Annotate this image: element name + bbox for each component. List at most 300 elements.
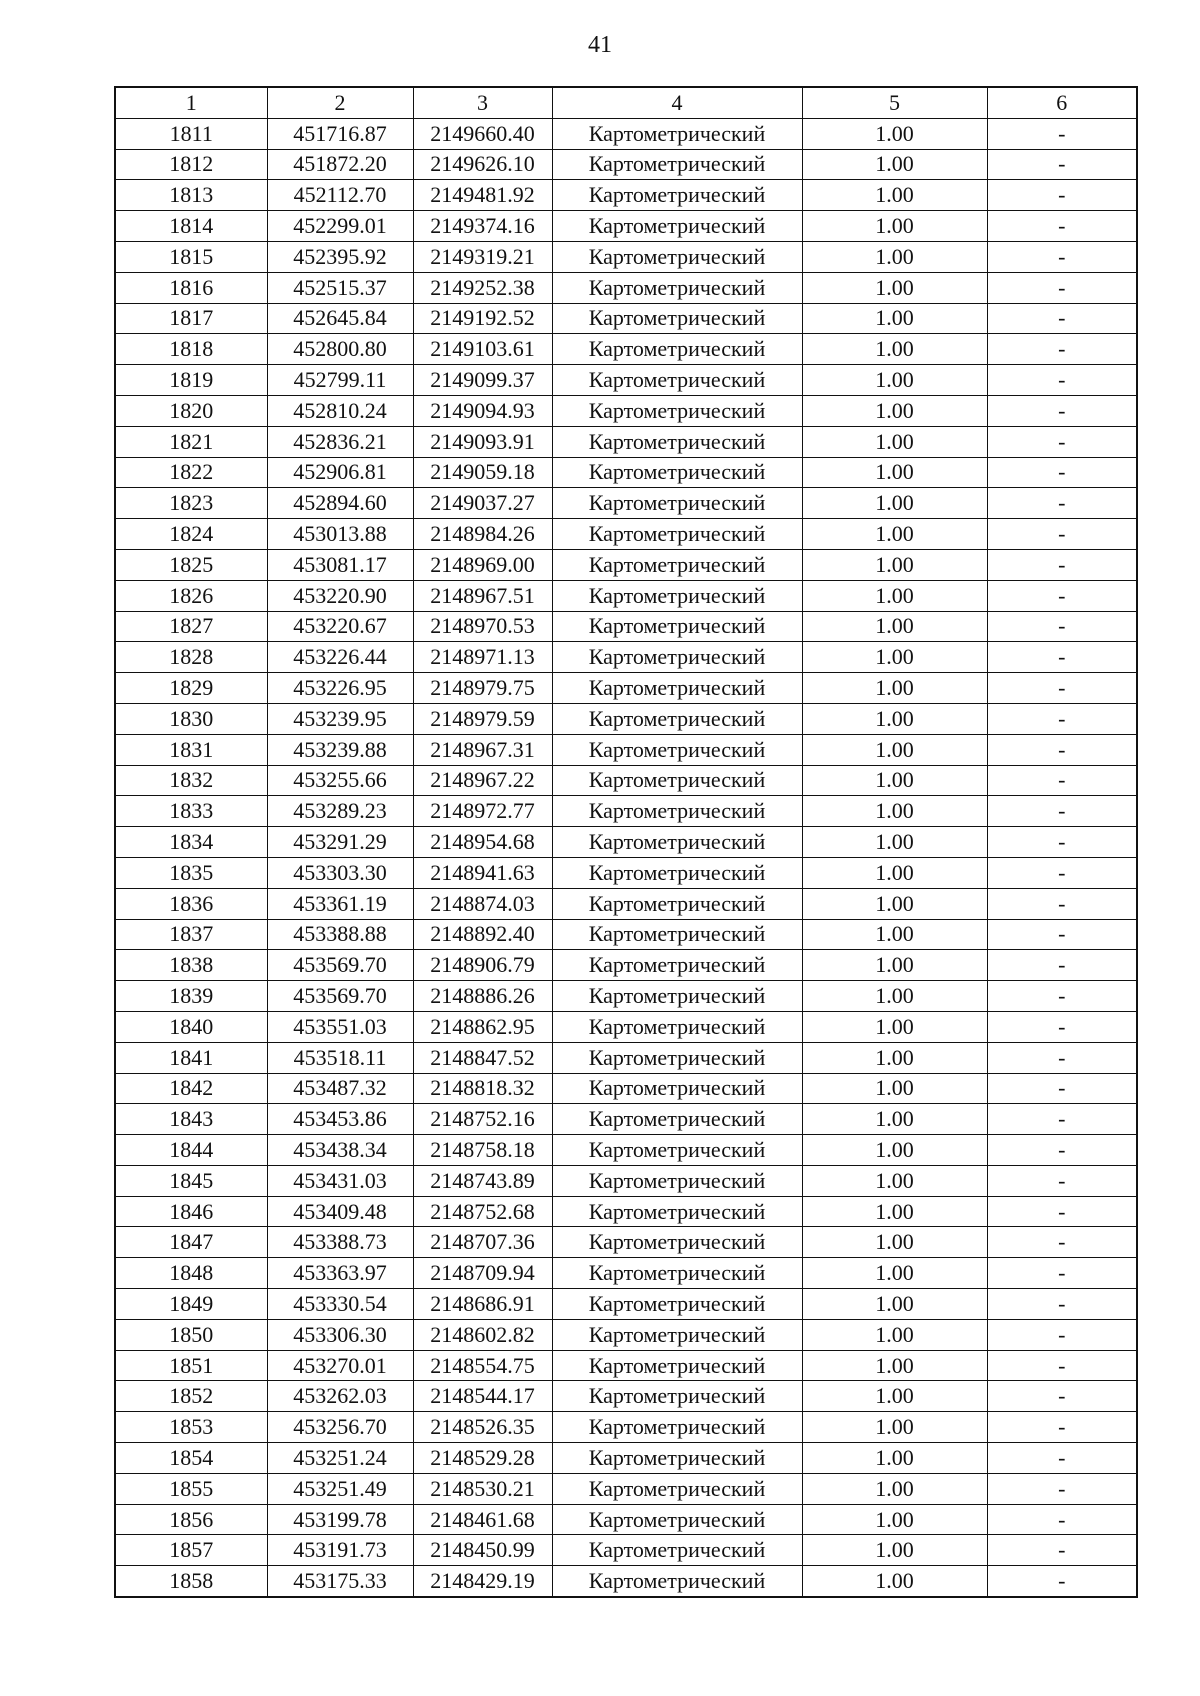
method-cell: Картометрический (552, 919, 802, 950)
y-coordinate-cell: 2148818.32 (413, 1073, 552, 1104)
point-number-cell: 1831 (115, 734, 267, 765)
point-number-cell: 1820 (115, 395, 267, 426)
point-number-cell: 1816 (115, 272, 267, 303)
x-coordinate-cell: 453081.17 (267, 549, 413, 580)
x-coordinate-cell: 452800.80 (267, 334, 413, 365)
x-coordinate-cell: 452836.21 (267, 426, 413, 457)
x-coordinate-cell: 453255.66 (267, 765, 413, 796)
point-number-cell: 1822 (115, 457, 267, 488)
x-coordinate-cell: 453438.34 (267, 1135, 413, 1166)
y-coordinate-cell: 2149481.92 (413, 180, 552, 211)
x-coordinate-cell: 453518.11 (267, 1042, 413, 1073)
y-coordinate-cell: 2148874.03 (413, 888, 552, 919)
accuracy-cell: 1.00 (802, 426, 987, 457)
y-coordinate-cell: 2148743.89 (413, 1165, 552, 1196)
note-cell: - (987, 1473, 1137, 1504)
accuracy-cell: 1.00 (802, 734, 987, 765)
table-row (115, 1473, 1137, 1504)
method-cell: Картометрический (552, 642, 802, 673)
y-coordinate-cell: 2148529.28 (413, 1443, 552, 1474)
note-cell: - (987, 365, 1137, 396)
table-row (115, 241, 1137, 272)
method-cell: Картометрический (552, 1566, 802, 1597)
y-coordinate-cell: 2149037.27 (413, 488, 552, 519)
point-number-cell: 1858 (115, 1566, 267, 1597)
point-number-cell: 1819 (115, 365, 267, 396)
y-coordinate-cell: 2148972.77 (413, 796, 552, 827)
point-number-cell: 1849 (115, 1289, 267, 1320)
note-cell: - (987, 703, 1137, 734)
x-coordinate-cell: 453256.70 (267, 1412, 413, 1443)
accuracy-cell: 1.00 (802, 1319, 987, 1350)
accuracy-cell: 1.00 (802, 272, 987, 303)
table-row (115, 1258, 1137, 1289)
method-cell: Картометрический (552, 118, 802, 149)
table-row (115, 796, 1137, 827)
point-number-cell: 1815 (115, 241, 267, 272)
note-cell: - (987, 919, 1137, 950)
accuracy-cell: 1.00 (802, 211, 987, 242)
note-cell: - (987, 1535, 1137, 1566)
x-coordinate-cell: 452799.11 (267, 365, 413, 396)
table-row (115, 919, 1137, 950)
table-row (115, 888, 1137, 919)
point-number-cell: 1851 (115, 1350, 267, 1381)
method-cell: Картометрический (552, 796, 802, 827)
point-number-cell: 1834 (115, 827, 267, 858)
y-coordinate-cell: 2148709.94 (413, 1258, 552, 1289)
point-number-cell: 1818 (115, 334, 267, 365)
method-cell: Картометрический (552, 426, 802, 457)
note-cell: - (987, 426, 1137, 457)
method-cell: Картометрический (552, 1196, 802, 1227)
point-number-cell: 1817 (115, 303, 267, 334)
accuracy-cell: 1.00 (802, 488, 987, 519)
note-cell: - (987, 1319, 1137, 1350)
y-coordinate-cell: 2148979.75 (413, 673, 552, 704)
accuracy-cell: 1.00 (802, 950, 987, 981)
accuracy-cell: 1.00 (802, 857, 987, 888)
method-cell: Картометрический (552, 241, 802, 272)
x-coordinate-cell: 453226.95 (267, 673, 413, 704)
y-coordinate-cell: 2148758.18 (413, 1135, 552, 1166)
y-coordinate-cell: 2148967.51 (413, 580, 552, 611)
note-cell: - (987, 118, 1137, 149)
method-cell: Картометрический (552, 1535, 802, 1566)
method-cell: Картометрический (552, 1258, 802, 1289)
x-coordinate-cell: 452810.24 (267, 395, 413, 426)
note-cell: - (987, 211, 1137, 242)
accuracy-cell: 1.00 (802, 703, 987, 734)
note-cell: - (987, 642, 1137, 673)
method-cell: Картометрический (552, 272, 802, 303)
note-cell: - (987, 241, 1137, 272)
point-number-cell: 1827 (115, 611, 267, 642)
accuracy-cell: 1.00 (802, 1566, 987, 1597)
note-cell: - (987, 1381, 1137, 1412)
note-cell: - (987, 549, 1137, 580)
table-row (115, 395, 1137, 426)
table-row (115, 981, 1137, 1012)
x-coordinate-cell: 452299.01 (267, 211, 413, 242)
method-cell: Картометрический (552, 1165, 802, 1196)
table-row (115, 703, 1137, 734)
point-number-cell: 1847 (115, 1227, 267, 1258)
method-cell: Картометрический (552, 180, 802, 211)
note-cell: - (987, 888, 1137, 919)
x-coordinate-cell: 453251.24 (267, 1443, 413, 1474)
accuracy-cell: 1.00 (802, 1504, 987, 1535)
y-coordinate-cell: 2148892.40 (413, 919, 552, 950)
method-cell: Картометрический (552, 888, 802, 919)
y-coordinate-cell: 2149374.16 (413, 211, 552, 242)
accuracy-cell: 1.00 (802, 1042, 987, 1073)
table-row (115, 149, 1137, 180)
accuracy-cell: 1.00 (802, 981, 987, 1012)
note-cell: - (987, 1104, 1137, 1135)
note-cell: - (987, 1504, 1137, 1535)
note-cell: - (987, 1412, 1137, 1443)
accuracy-cell: 1.00 (802, 1443, 987, 1474)
table-row (115, 827, 1137, 858)
x-coordinate-cell: 453363.97 (267, 1258, 413, 1289)
accuracy-cell: 1.00 (802, 1258, 987, 1289)
y-coordinate-cell: 2148906.79 (413, 950, 552, 981)
y-coordinate-cell: 2148429.19 (413, 1566, 552, 1597)
y-coordinate-cell: 2148752.16 (413, 1104, 552, 1135)
point-number-cell: 1835 (115, 857, 267, 888)
method-cell: Картометрический (552, 1135, 802, 1166)
accuracy-cell: 1.00 (802, 888, 987, 919)
accuracy-cell: 1.00 (802, 1412, 987, 1443)
point-number-cell: 1843 (115, 1104, 267, 1135)
accuracy-cell: 1.00 (802, 827, 987, 858)
table-row (115, 426, 1137, 457)
method-cell: Картометрический (552, 1319, 802, 1350)
point-number-cell: 1826 (115, 580, 267, 611)
note-cell: - (987, 180, 1137, 211)
accuracy-cell: 1.00 (802, 1227, 987, 1258)
accuracy-cell: 1.00 (802, 919, 987, 950)
method-cell: Картометрический (552, 1350, 802, 1381)
table-row (115, 365, 1137, 396)
method-cell: Картометрический (552, 580, 802, 611)
y-coordinate-cell: 2148967.22 (413, 765, 552, 796)
x-coordinate-cell: 452395.92 (267, 241, 413, 272)
point-number-cell: 1838 (115, 950, 267, 981)
accuracy-cell: 1.00 (802, 519, 987, 550)
table-row (115, 1350, 1137, 1381)
accuracy-cell: 1.00 (802, 673, 987, 704)
point-number-cell: 1844 (115, 1135, 267, 1166)
point-number-cell: 1832 (115, 765, 267, 796)
method-cell: Картометрический (552, 1504, 802, 1535)
table-row (115, 857, 1137, 888)
y-coordinate-cell: 2148847.52 (413, 1042, 552, 1073)
table-row (115, 180, 1137, 211)
accuracy-cell: 1.00 (802, 180, 987, 211)
coordinates-table (114, 86, 1138, 1598)
y-coordinate-cell: 2148954.68 (413, 827, 552, 858)
method-cell: Картометрический (552, 734, 802, 765)
y-coordinate-cell: 2149103.61 (413, 334, 552, 365)
accuracy-cell: 1.00 (802, 1350, 987, 1381)
note-cell: - (987, 303, 1137, 334)
y-coordinate-cell: 2149192.52 (413, 303, 552, 334)
column-header-1: 1 (115, 87, 267, 118)
accuracy-cell: 1.00 (802, 549, 987, 580)
point-number-cell: 1825 (115, 549, 267, 580)
method-cell: Картометрический (552, 519, 802, 550)
x-coordinate-cell: 451872.20 (267, 149, 413, 180)
y-coordinate-cell: 2148886.26 (413, 981, 552, 1012)
accuracy-cell: 1.00 (802, 796, 987, 827)
table-row (115, 673, 1137, 704)
point-number-cell: 1845 (115, 1165, 267, 1196)
note-cell: - (987, 611, 1137, 642)
y-coordinate-cell: 2148526.35 (413, 1412, 552, 1443)
point-number-cell: 1833 (115, 796, 267, 827)
method-cell: Картометрический (552, 395, 802, 426)
note-cell: - (987, 1289, 1137, 1320)
table-row (115, 950, 1137, 981)
point-number-cell: 1839 (115, 981, 267, 1012)
table-row (115, 1227, 1137, 1258)
accuracy-cell: 1.00 (802, 457, 987, 488)
x-coordinate-cell: 453409.48 (267, 1196, 413, 1227)
x-coordinate-cell: 453569.70 (267, 981, 413, 1012)
note-cell: - (987, 1073, 1137, 1104)
point-number-cell: 1841 (115, 1042, 267, 1073)
point-number-cell: 1823 (115, 488, 267, 519)
note-cell: - (987, 1042, 1137, 1073)
table-row (115, 611, 1137, 642)
accuracy-cell: 1.00 (802, 1011, 987, 1042)
table-row (115, 457, 1137, 488)
note-cell: - (987, 580, 1137, 611)
note-cell: - (987, 981, 1137, 1012)
method-cell: Картометрический (552, 1381, 802, 1412)
table-row (115, 272, 1137, 303)
accuracy-cell: 1.00 (802, 1196, 987, 1227)
method-cell: Картометрический (552, 211, 802, 242)
point-number-cell: 1829 (115, 673, 267, 704)
table-row (115, 1289, 1137, 1320)
note-cell: - (987, 734, 1137, 765)
point-number-cell: 1836 (115, 888, 267, 919)
method-cell: Картометрический (552, 1042, 802, 1073)
method-cell: Картометрический (552, 303, 802, 334)
method-cell: Картометрический (552, 1443, 802, 1474)
note-cell: - (987, 1227, 1137, 1258)
table-row (115, 1381, 1137, 1412)
y-coordinate-cell: 2148602.82 (413, 1319, 552, 1350)
point-number-cell: 1855 (115, 1473, 267, 1504)
note-cell: - (987, 765, 1137, 796)
table-row (115, 1011, 1137, 1042)
method-cell: Картометрический (552, 703, 802, 734)
note-cell: - (987, 334, 1137, 365)
point-number-cell: 1814 (115, 211, 267, 242)
method-cell: Картометрический (552, 488, 802, 519)
note-cell: - (987, 457, 1137, 488)
table-row (115, 303, 1137, 334)
method-cell: Картометрический (552, 549, 802, 580)
note-cell: - (987, 395, 1137, 426)
x-coordinate-cell: 453262.03 (267, 1381, 413, 1412)
accuracy-cell: 1.00 (802, 241, 987, 272)
table-row (115, 118, 1137, 149)
y-coordinate-cell: 2149319.21 (413, 241, 552, 272)
method-cell: Картометрический (552, 1289, 802, 1320)
y-coordinate-cell: 2148686.91 (413, 1289, 552, 1320)
table-row (115, 1443, 1137, 1474)
table-row (115, 1504, 1137, 1535)
point-number-cell: 1837 (115, 919, 267, 950)
table-row (115, 1073, 1137, 1104)
x-coordinate-cell: 453013.88 (267, 519, 413, 550)
table-row (115, 642, 1137, 673)
table-row (115, 734, 1137, 765)
method-cell: Картометрический (552, 1104, 802, 1135)
note-cell: - (987, 1011, 1137, 1042)
x-coordinate-cell: 453361.19 (267, 888, 413, 919)
x-coordinate-cell: 453239.88 (267, 734, 413, 765)
note-cell: - (987, 673, 1137, 704)
table-row (115, 1412, 1137, 1443)
x-coordinate-cell: 453330.54 (267, 1289, 413, 1320)
accuracy-cell: 1.00 (802, 1473, 987, 1504)
method-cell: Картометрический (552, 365, 802, 396)
table-row (115, 1566, 1137, 1597)
x-coordinate-cell: 453303.30 (267, 857, 413, 888)
point-number-cell: 1830 (115, 703, 267, 734)
note-cell: - (987, 488, 1137, 519)
point-number-cell: 1824 (115, 519, 267, 550)
accuracy-cell: 1.00 (802, 611, 987, 642)
point-number-cell: 1857 (115, 1535, 267, 1566)
accuracy-cell: 1.00 (802, 1165, 987, 1196)
note-cell: - (987, 1135, 1137, 1166)
x-coordinate-cell: 453487.32 (267, 1073, 413, 1104)
accuracy-cell: 1.00 (802, 642, 987, 673)
table-row (115, 1104, 1137, 1135)
table-body (115, 118, 1137, 1597)
y-coordinate-cell: 2148752.68 (413, 1196, 552, 1227)
table-row (115, 1042, 1137, 1073)
point-number-cell: 1853 (115, 1412, 267, 1443)
note-cell: - (987, 827, 1137, 858)
x-coordinate-cell: 453453.86 (267, 1104, 413, 1135)
x-coordinate-cell: 453306.30 (267, 1319, 413, 1350)
column-header-5: 5 (802, 87, 987, 118)
note-cell: - (987, 1443, 1137, 1474)
x-coordinate-cell: 453251.49 (267, 1473, 413, 1504)
method-cell: Картометрический (552, 981, 802, 1012)
note-cell: - (987, 1258, 1137, 1289)
point-number-cell: 1848 (115, 1258, 267, 1289)
x-coordinate-cell: 453270.01 (267, 1350, 413, 1381)
accuracy-cell: 1.00 (802, 1535, 987, 1566)
accuracy-cell: 1.00 (802, 1104, 987, 1135)
accuracy-cell: 1.00 (802, 1073, 987, 1104)
accuracy-cell: 1.00 (802, 395, 987, 426)
point-number-cell: 1828 (115, 642, 267, 673)
x-coordinate-cell: 453431.03 (267, 1165, 413, 1196)
column-header-6: 6 (987, 87, 1137, 118)
method-cell: Картометрический (552, 950, 802, 981)
point-number-cell: 1852 (115, 1381, 267, 1412)
y-coordinate-cell: 2148544.17 (413, 1381, 552, 1412)
x-coordinate-cell: 452894.60 (267, 488, 413, 519)
note-cell: - (987, 1566, 1137, 1597)
x-coordinate-cell: 453239.95 (267, 703, 413, 734)
method-cell: Картометрический (552, 611, 802, 642)
method-cell: Картометрический (552, 457, 802, 488)
y-coordinate-cell: 2149094.93 (413, 395, 552, 426)
column-header-4: 4 (552, 87, 802, 118)
column-header-3: 3 (413, 87, 552, 118)
accuracy-cell: 1.00 (802, 580, 987, 611)
method-cell: Картометрический (552, 765, 802, 796)
table-row (115, 1135, 1137, 1166)
table-row (115, 488, 1137, 519)
table-row (115, 1319, 1137, 1350)
y-coordinate-cell: 2148984.26 (413, 519, 552, 550)
x-coordinate-cell: 452515.37 (267, 272, 413, 303)
point-number-cell: 1812 (115, 149, 267, 180)
y-coordinate-cell: 2148862.95 (413, 1011, 552, 1042)
accuracy-cell: 1.00 (802, 1381, 987, 1412)
method-cell: Картометрический (552, 149, 802, 180)
note-cell: - (987, 149, 1137, 180)
table-row (115, 1196, 1137, 1227)
note-cell: - (987, 950, 1137, 981)
accuracy-cell: 1.00 (802, 118, 987, 149)
note-cell: - (987, 1165, 1137, 1196)
x-coordinate-cell: 453551.03 (267, 1011, 413, 1042)
table-row (115, 1165, 1137, 1196)
y-coordinate-cell: 2148554.75 (413, 1350, 552, 1381)
y-coordinate-cell: 2149252.38 (413, 272, 552, 303)
method-cell: Картометрический (552, 857, 802, 888)
x-coordinate-cell: 453220.90 (267, 580, 413, 611)
x-coordinate-cell: 453220.67 (267, 611, 413, 642)
y-coordinate-cell: 2148707.36 (413, 1227, 552, 1258)
accuracy-cell: 1.00 (802, 149, 987, 180)
table-header-row (115, 87, 1137, 118)
page-number: 41 (588, 32, 612, 58)
point-number-cell: 1846 (115, 1196, 267, 1227)
note-cell: - (987, 1196, 1137, 1227)
x-coordinate-cell: 453569.70 (267, 950, 413, 981)
table-row (115, 211, 1137, 242)
point-number-cell: 1813 (115, 180, 267, 211)
point-number-cell: 1821 (115, 426, 267, 457)
column-header-2: 2 (267, 87, 413, 118)
table-row (115, 519, 1137, 550)
accuracy-cell: 1.00 (802, 1289, 987, 1320)
method-cell: Картометрический (552, 1412, 802, 1443)
point-number-cell: 1811 (115, 118, 267, 149)
point-number-cell: 1842 (115, 1073, 267, 1104)
x-coordinate-cell: 453226.44 (267, 642, 413, 673)
method-cell: Картометрический (552, 1227, 802, 1258)
accuracy-cell: 1.00 (802, 765, 987, 796)
y-coordinate-cell: 2149626.10 (413, 149, 552, 180)
note-cell: - (987, 519, 1137, 550)
y-coordinate-cell: 2148971.13 (413, 642, 552, 673)
